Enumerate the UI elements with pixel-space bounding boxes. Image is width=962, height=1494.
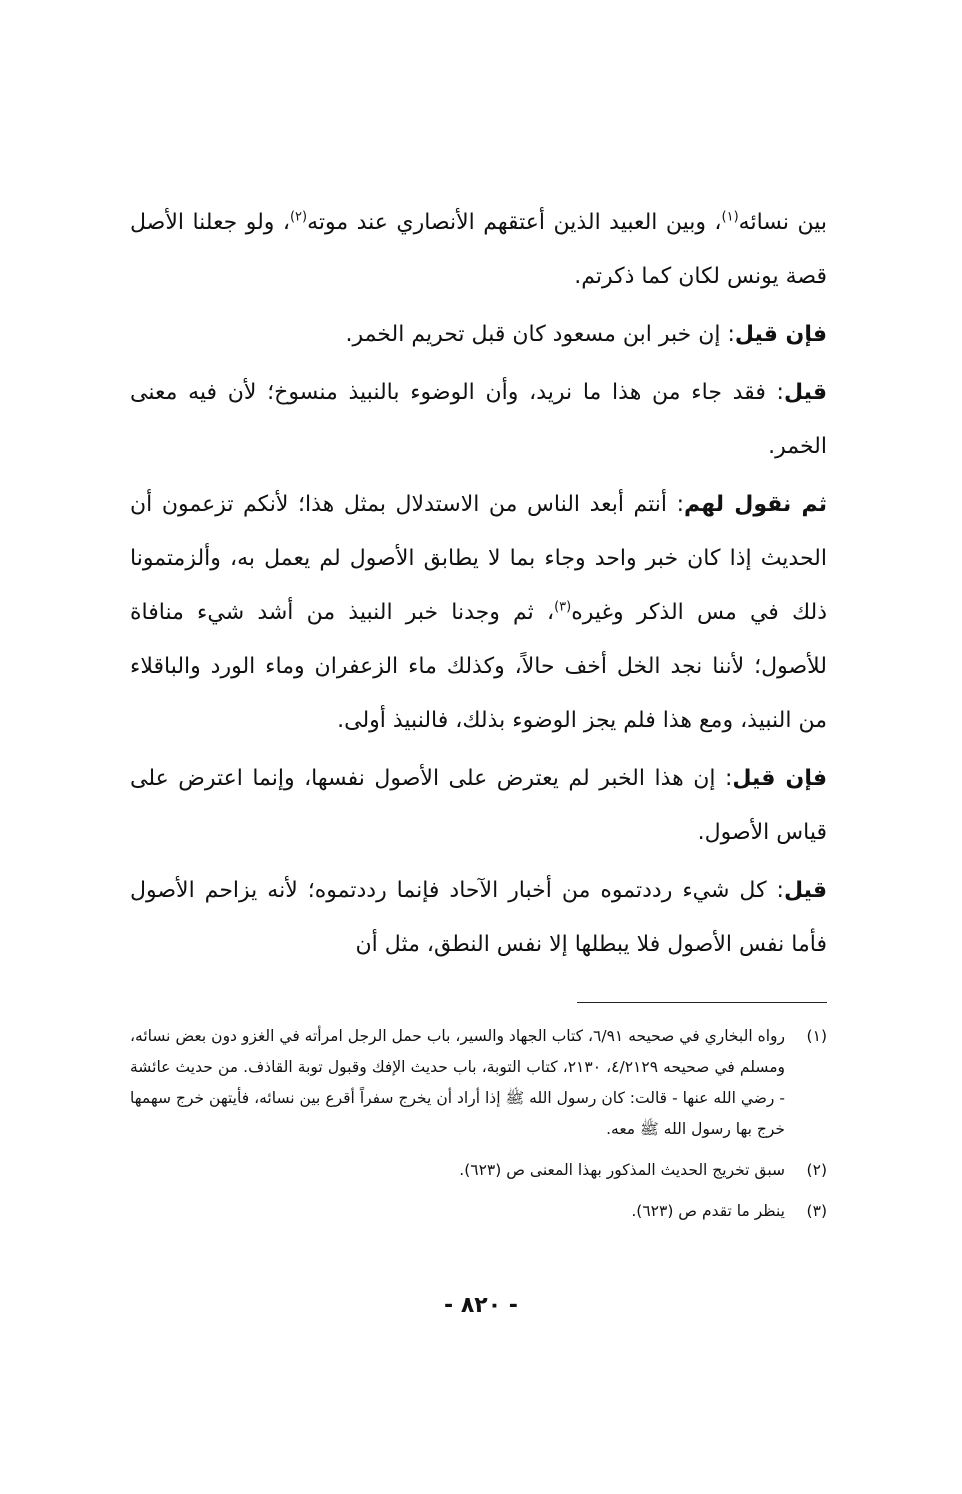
- page-number: - ٨٢٠ -: [444, 1293, 518, 1318]
- footnote-1: [130, 1021, 827, 1145]
- paragraph-4-lead: ثم نقول لهم: [684, 492, 828, 517]
- footnote-ref-3: (٣): [554, 599, 572, 615]
- footnote-3-text: ينظر ما تقدم ص (٦٢٣).: [631, 1202, 785, 1220]
- paragraph-1-part-b: ، وبين العبيد الذين أعتقهم الأنصاري عند موته: [307, 210, 722, 235]
- paragraph-3: [130, 366, 827, 474]
- paragraph-4: [130, 478, 827, 748]
- footnote-3: [130, 1196, 827, 1227]
- paragraph-3-text: : فقد جاء من هذا ما نريد، وأن الوضوء بالنبيذ منسوخ؛ لأن فيه معنى الخمر.: [130, 380, 827, 459]
- footnote-2-number: (٢): [806, 1161, 827, 1179]
- paragraph-5-text: : إن هذا الخبر لم يعترض على الأصول نفسها، وإنما اعترض على قياس الأصول.: [130, 766, 827, 845]
- footnote-separator: [577, 1002, 827, 1003]
- footnote-1-text: رواه البخاري في صحيحه ٦/٩١، كتاب الجهاد والسير، باب حمل الرجل امرأته في الغزو دون بعض نسائه، ومسلم في صحيحه ٤/٢١٢٩، ٢١٣٠، كتاب التوبة، باب حديث الإفك وقبول توبة القاذف. من حديث عائشة - رضي الله عنها - قالت: كان رسول الله ﷺ إذا أراد أن يخرج سفراً أقرع بين نسائه، فأيتهن خرج سهمها خرج بها رسول الله ﷺ معه.: [130, 1027, 785, 1138]
- paragraph-2-text: : إن خبر ابن مسعود كان قبل تحريم الخمر.: [345, 322, 735, 347]
- footnote-2-text: سبق تخريج الحديث المذكور بهذا المعنى ص (٦٢٣).: [459, 1161, 785, 1179]
- footnote-2: [130, 1155, 827, 1186]
- paragraph-4-part-a: : أنتم أبعد الناس من الاستدلال بمثل هذا؛ لأنكم تزعمون أن الحديث إذا كان خبر واحد وجاء بما لا يطابق الأصول لم يعمل به، وألزمتمونا ذلك في مس الذكر وغيره: [130, 492, 827, 625]
- paragraph-6-lead: قيل: [783, 878, 827, 903]
- paragraph-6: [130, 864, 827, 972]
- footnote-1-number: (١): [806, 1027, 827, 1045]
- paragraph-2: [130, 308, 827, 362]
- paragraph-6-text: : كل شيء رددتموه من أخبار الآحاد فإنما رددتموه؛ لأنه يزاحم الأصول فأما نفس الأصول فلا يبطلها إلا نفس النطق، مثل أن: [130, 878, 827, 957]
- paragraph-2-lead: فإن قيل: [734, 322, 827, 347]
- paragraph-1: [130, 196, 827, 304]
- paragraph-4-part-b: ، ثم وجدنا خبر النبيذ من أشد شيء منافاة للأصول؛ لأننا نجد الخل أخف حالاً، وكذلك ماء الزعفران وماء الورد والباقلاء من النبيذ، ومع هذا فلم يجز الوضوء بذلك، فالنبيذ أولى.: [130, 600, 827, 733]
- footnote-ref-1: (١): [721, 209, 739, 225]
- page-body: [130, 196, 827, 1237]
- paragraph-1-part-a: بين نسائه: [738, 210, 827, 235]
- paragraph-5: [130, 752, 827, 860]
- paragraph-1-part-c: ، ولو جعلنا الأصل قصة يونس لكان كما ذكرتم.: [130, 210, 827, 289]
- paragraph-3-lead: قيل: [783, 380, 827, 405]
- paragraph-5-lead: فإن قيل: [732, 766, 828, 791]
- footnote-ref-2: (٢): [289, 209, 308, 225]
- footnote-3-number: (٣): [806, 1202, 827, 1220]
